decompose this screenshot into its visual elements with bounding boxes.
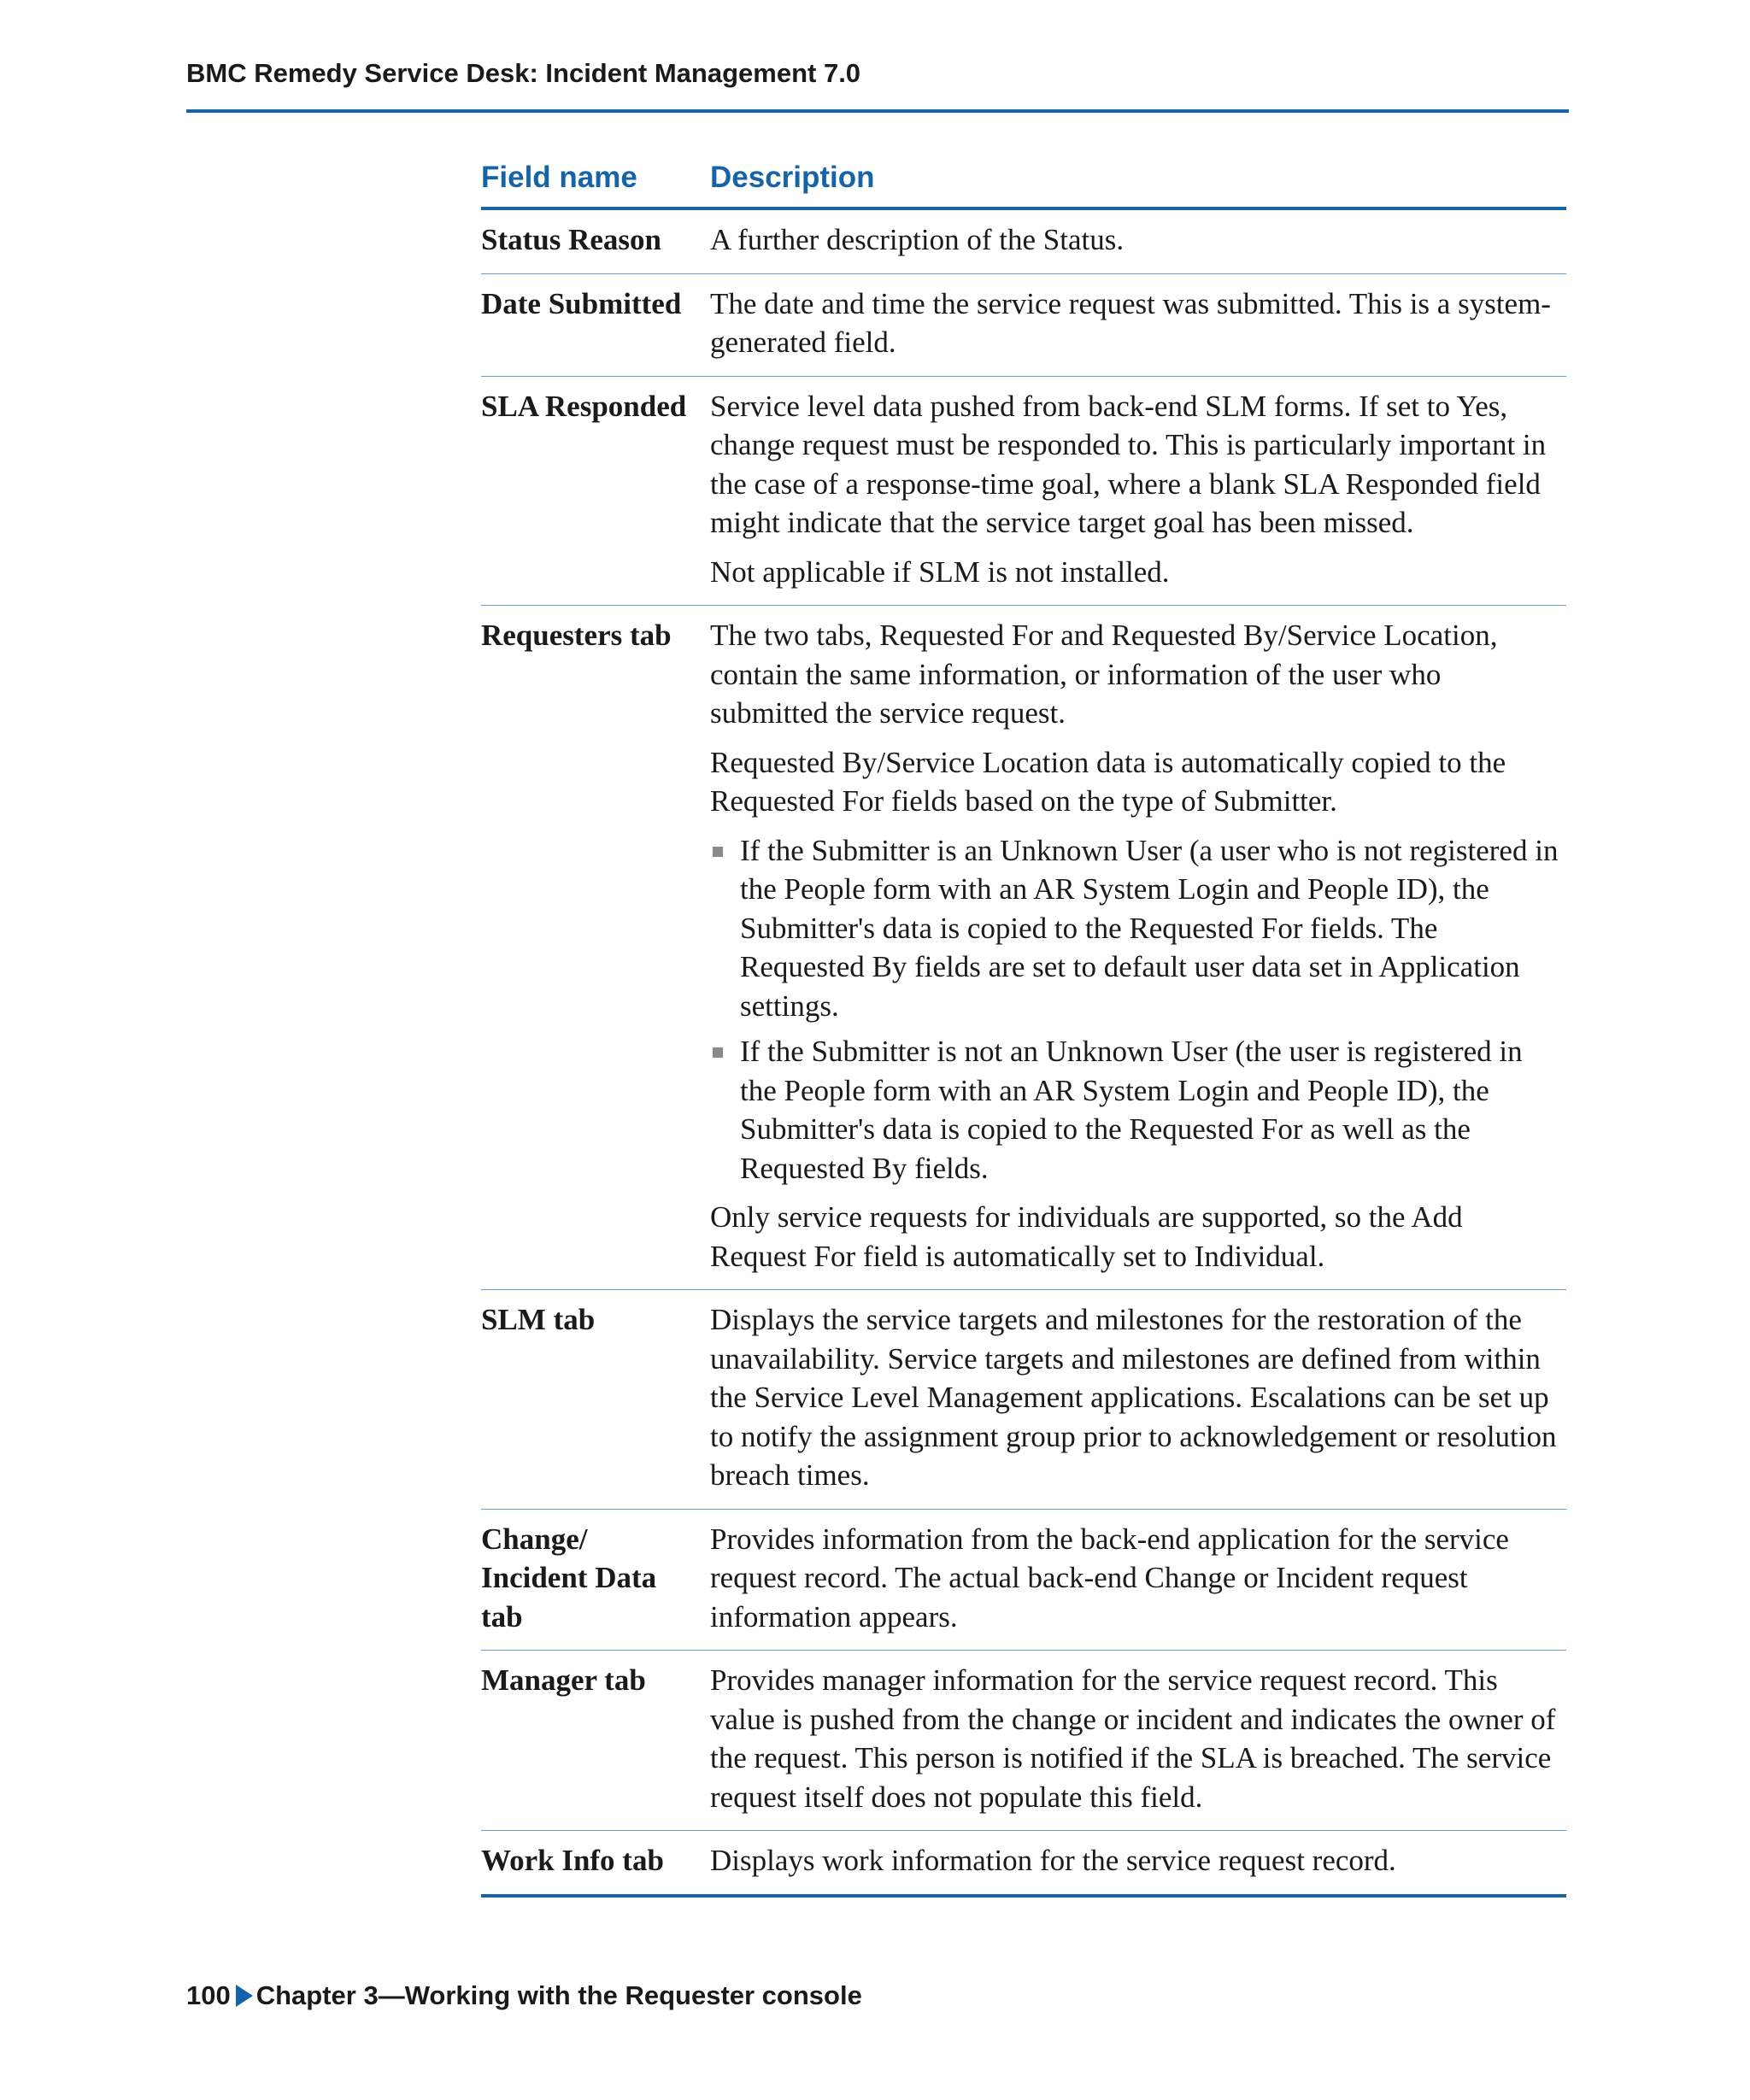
description-paragraph: Displays work information for the service request record. <box>710 1844 1396 1877</box>
table-row <box>481 208 1566 273</box>
bullet-item <box>710 831 1566 1026</box>
column-header-field-name: Field name <box>481 161 710 208</box>
square-bullet-icon <box>713 1047 723 1058</box>
bullet-item <box>710 1032 1566 1188</box>
description-paragraph: Provides information from the back-end application for the service request record. The actual back-end Change or Incident request information appears. <box>710 1522 1509 1634</box>
field-name: SLM tab <box>481 1290 710 1510</box>
description-paragraph: The two tabs, Requested For and Requested By/Service Location, contain the same information, or information of the user who submitted the service request. <box>710 619 1498 730</box>
chapter-title: Chapter 3—Working with the Requester console <box>255 1980 862 2010</box>
table-row <box>481 376 1566 606</box>
field-description <box>710 1290 1566 1510</box>
field-description <box>710 1651 1566 1831</box>
description-paragraph: Not applicable if SLM is not installed. <box>710 554 1170 589</box>
field-name: SLA Responded <box>481 376 710 606</box>
bullet-list <box>710 831 1566 1188</box>
field-name: Requesters tab <box>481 606 710 1290</box>
table-header-row <box>481 161 1566 208</box>
field-description-table <box>481 161 1566 1898</box>
field-description <box>710 1831 1566 1896</box>
field-description <box>710 1509 1566 1651</box>
table-row <box>481 606 1566 1290</box>
column-header-description: Description <box>710 161 1566 208</box>
field-description <box>710 606 1566 1290</box>
field-name: Change/ Incident Data tab <box>481 1509 710 1651</box>
field-name: Manager tab <box>481 1651 710 1831</box>
bullet-text: If the Submitter is an Unknown User (a user who is not registered in the People form with an AR System Login and People ID), the Submitter's data is copied to the Requested For fields. The Requested By fields are set to default user data set in Application settings. <box>740 833 1559 1023</box>
table-row <box>481 273 1566 376</box>
description-paragraph: The date and time the service request was submitted. This is a system-generated field. <box>710 286 1551 359</box>
bullet-text: If the Submitter is not an Unknown User (the user is registered in the People form with an AR System Login and People ID), the Submitter's data is copied to the Requested For as well as the Requested By fields. <box>740 1035 1523 1185</box>
field-table-container <box>481 161 1566 1898</box>
table-row <box>481 1651 1566 1831</box>
description-paragraph: Service level data pushed from back-end SLM forms. If set to Yes, change request must be responded to. This is particularly important in the case of a response-time goal, where a blank SLA Responded field might indicate that the service target goal has been missed. <box>710 389 1547 539</box>
running-header: BMC Remedy Service Desk: Incident Management 7.0 <box>186 58 861 88</box>
field-name: Work Info tab <box>481 1831 710 1896</box>
page-footer <box>186 1982 862 2009</box>
description-paragraph: Requested By/Service Location data is automatically copied to the Requested For fields based on the type of Submitter. <box>710 745 1506 818</box>
description-paragraph: Only service requests for individuals are supported, so the Add Request For field is automatically set to Individual. <box>710 1200 1463 1273</box>
field-description <box>710 376 1566 606</box>
table-row <box>481 1290 1566 1510</box>
play-arrow-icon <box>236 1985 253 2007</box>
description-paragraph: Displays the service targets and milestones for the restoration of the unavailability. Service targets and milestones are defined from within the Service Level Management applications. Escalations can be set up to notify the assignment group prior to acknowledgement or resolution breach times. <box>710 1303 1557 1492</box>
page-number: 100 <box>186 1980 231 2010</box>
description-paragraph: A further description of the Status. <box>710 223 1125 256</box>
description-paragraph: Provides manager information for the service request record. This value is pushed from the change or incident and indicates the owner of the request. This person is notified if the SLA is breached. The service request itself does not populate this field. <box>710 1663 1556 1814</box>
table-row <box>481 1509 1566 1651</box>
field-name: Date Submitted <box>481 273 710 376</box>
header-rule <box>186 109 1569 113</box>
field-name: Status Reason <box>481 208 710 273</box>
field-description <box>710 273 1566 376</box>
field-description <box>710 208 1566 273</box>
square-bullet-icon <box>713 847 723 857</box>
table-row <box>481 1831 1566 1896</box>
